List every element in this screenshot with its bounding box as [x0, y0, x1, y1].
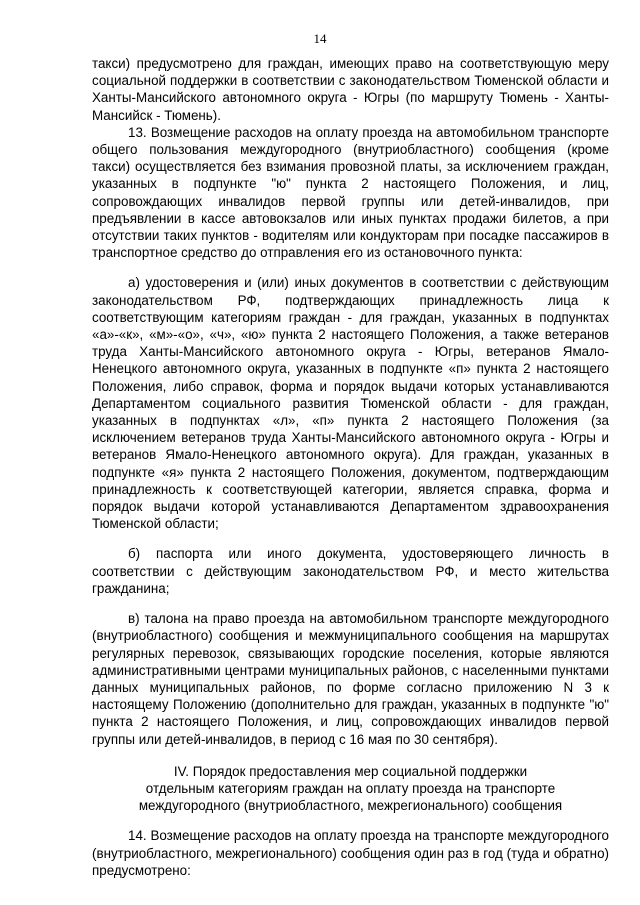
document-body	[92, 55, 609, 879]
paragraph-subitem-a: а) удостоверения и (или) иных документов в соответствии с действующим законодательством РФ, подтверждающих принадлежность лица к соответствующим категориям граждан - для граждан, указанных в подпунктах «а»-«к», «м»-«о», «ч», «ю» пункта 2 настоящего Положения, а также ветеранов труда Ханты-Мансийского автономного округа - Югры, ветеранов Ямало-Ненецкого автономного округа, указанных в подпункте «п» пункта 2 настоящего Положения, либо справок, форма и порядок выдачи которых устанавливаются Департаментом социального развития Тюменской области - для граждан, указанных в подпунктах «л», «п» пункта 2 настоящего Положения (за исключением ветеранов труда Ханты-Мансийского автономного округа - Югры и ветеранов Ямало-Ненецкого автономного округа). Для граждан, указанных в подпункте «я» пункта 2 настоящего Положения, документом, подтверждающим принадлежность к соответствующей категории, является справка, форма и порядок выдачи которой устанавливаются Департаментом здравоохранения Тюменской области;	[92, 275, 609, 532]
page-number: 14	[313, 31, 327, 46]
paragraph-item-13: 13. Возмещение расходов на оплату проезда на автомобильном транспорте общего пользования междугородного (внутриобластного) сообщения (кроме такси) осуществляется без взимания провозной платы, за исключением граждан, указанных в подпункте "ю" пункта 2 настоящего Положения, и лиц, сопровождающих инвалидов первой группы или детей-инвалидов, при предъявлении в кассе автовокзалов или иных пунктах продажи билетов, а при отсутствии таких пунктов - водителям или кондукторам при посадке пассажиров в транспортное средство до отправления его из остановочного пункта:	[92, 124, 609, 261]
paragraph-continuation: такси) предусмотрено для граждан, имеющих право на соответствующую меру социальной поддержки в соответствии с законодательством Тюменской области и Ханты-Мансийского автономного округа - Югры (по маршруту Тюмень - Ханты-Мансийск - Тюмень).	[92, 56, 609, 123]
paragraph-subitem-v: в) талона на право проезда на автомобильном транспорте междугородного (внутриобластного) сообщения и межмуниципального сообщения на маршрутах регулярных перевозок, связывающих городские поселения, которые являются административными центрами муниципальных районов, с населенными пунктами данных муниципальных районов, по форме согласно приложению N 3 к настоящему Положению (дополнительно для граждан, указанных в подпункте "ю" пункта 2 настоящего Положения, и лиц, сопровождающих инвалидов первой группы или детей-инвалидов, в период с 16 мая по 30 сентября).	[92, 611, 609, 747]
section-heading-line-2: отдельным категориям граждан на оплату проезда на транспорте	[145, 780, 556, 796]
section-heading-line-1: IV. Порядок предоставления мер социальной поддержки	[173, 763, 528, 779]
paragraph-subitem-b: б) паспорта или иного документа, удостоверяющего личность в соответствии с действующим законодательством РФ, и место жительства гражданина;	[92, 546, 609, 596]
paragraph-item-14: 14. Возмещение расходов на оплату проезда на транспорте междугородного (внутриобластного, межрегионального) сообщения один раз в год (туда и обратно) предусмотрено:	[92, 828, 609, 878]
section-heading-line-3: междугородного (внутриобластного, межрегионального) сообщения	[138, 798, 563, 814]
section-heading	[92, 763, 609, 815]
